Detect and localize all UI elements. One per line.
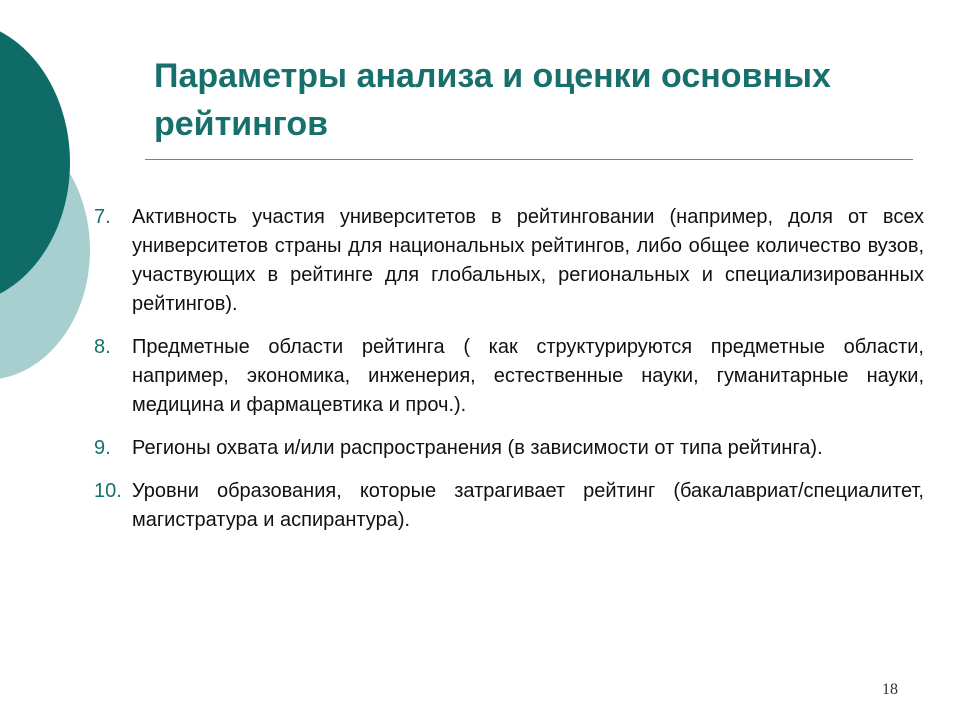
item-number: 7. bbox=[94, 206, 111, 228]
list-item bbox=[94, 203, 924, 319]
item-text: Уровни образования, которые затрагивает рейтинг (бакалавриат/специалитет, магистратура и аспирантура). bbox=[132, 480, 924, 531]
title-divider bbox=[145, 159, 913, 160]
item-number: 10. bbox=[94, 480, 122, 502]
page-number: 18 bbox=[882, 681, 898, 698]
list-item bbox=[94, 477, 924, 535]
item-number: 9. bbox=[94, 437, 111, 459]
parameter-list bbox=[94, 203, 924, 549]
item-text: Предметные области рейтинга ( как структурируются предметные области, например, экономика, инженерия, естественные науки, гуманитарные науки, медицина и фармацевтика и проч.). bbox=[132, 336, 924, 416]
list-item bbox=[94, 333, 924, 420]
slide-title: Параметры анализа и оценки основных рейтингов bbox=[154, 57, 831, 143]
item-number: 8. bbox=[94, 336, 111, 358]
item-text: Регионы охвата и/или распространения (в зависимости от типа рейтинга). bbox=[132, 437, 823, 459]
list-item bbox=[94, 434, 924, 463]
item-text: Активность участия университетов в рейтинговании (например, доля от всех университетов страны для национальных рейтингов, либо общее количество вузов, участвующих в рейтинге для глобальных, региональных и специализированных рейтингов). bbox=[132, 206, 924, 315]
